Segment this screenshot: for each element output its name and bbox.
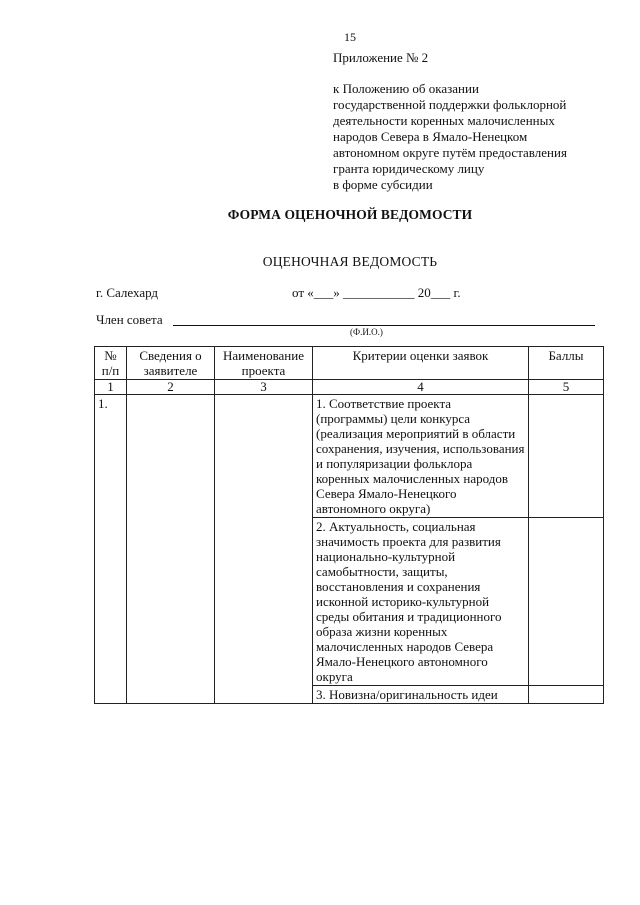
place-label: г. Салехард: [96, 285, 159, 300]
criterion-2: 2. Актуальность, социальная значимость проекта для развития национально-культурной самобытности, защиты, восстановления и сохранения исконной историко-культурной среды обитания и традиционного образа жизни коренных малочисленных народов Севера Ямало-Ненецкого автономного округа: [313, 518, 529, 686]
form-heading: ФОРМА ОЦЕНОЧНОЙ ВЕДОМОСТИ: [227, 207, 473, 222]
score-cell[interactable]: [529, 518, 604, 686]
column-number: 3: [215, 380, 313, 395]
evaluation-table: [94, 346, 604, 704]
member-name-line[interactable]: [173, 325, 595, 326]
date-line: от «___» ___________ 20___ г.: [292, 285, 461, 300]
score-cell[interactable]: [529, 686, 604, 704]
header-applicant: Сведения о заявителе: [127, 347, 215, 380]
table-header-row: [95, 347, 604, 380]
appendix-line: к Положению об оказании: [333, 81, 479, 96]
page-number: 15: [344, 30, 356, 44]
fio-caption: (Ф.И.О.): [350, 327, 383, 337]
header-criteria: Критерии оценки заявок: [313, 347, 529, 380]
row-number: 1.: [95, 395, 127, 704]
column-number: 4: [313, 380, 529, 395]
header-score: Баллы: [529, 347, 604, 380]
appendix-title: Приложение № 2: [333, 50, 429, 65]
member-label: Член совета: [96, 312, 163, 327]
applicant-cell[interactable]: [127, 395, 215, 704]
column-number: 2: [127, 380, 215, 395]
appendix-line: автономном округе путём предоставления: [333, 145, 567, 160]
criterion-1: 1. Соответствие проекта (программы) цели конкурса (реализация мероприятий в области сохранения, изучения, использования и популяризации фольклора коренных малочисленных народов Севера Ямало-Ненецкого автономного округа): [313, 395, 529, 518]
table-row: [95, 395, 604, 518]
appendix-line: государственной поддержки фольклорной: [333, 97, 567, 112]
form-subheading: ОЦЕНОЧНАЯ ВЕДОМОСТЬ: [262, 254, 438, 269]
appendix-line: народов Севера в Ямало-Ненецком: [333, 129, 528, 144]
appendix-line: гранта юридическому лицу: [333, 161, 485, 176]
appendix-line: деятельности коренных малочисленных: [333, 113, 555, 128]
column-number: 5: [529, 380, 604, 395]
column-number: 1: [95, 380, 127, 395]
criterion-3: 3. Новизна/оригинальность идеи: [313, 686, 529, 704]
header-number: № п/п: [95, 347, 127, 380]
column-number-row: [95, 380, 604, 395]
appendix-line: в форме субсидии: [333, 177, 433, 192]
appendix-block: [333, 50, 613, 193]
project-cell[interactable]: [215, 395, 313, 704]
score-cell[interactable]: [529, 395, 604, 518]
header-project: Наименование проекта: [215, 347, 313, 380]
